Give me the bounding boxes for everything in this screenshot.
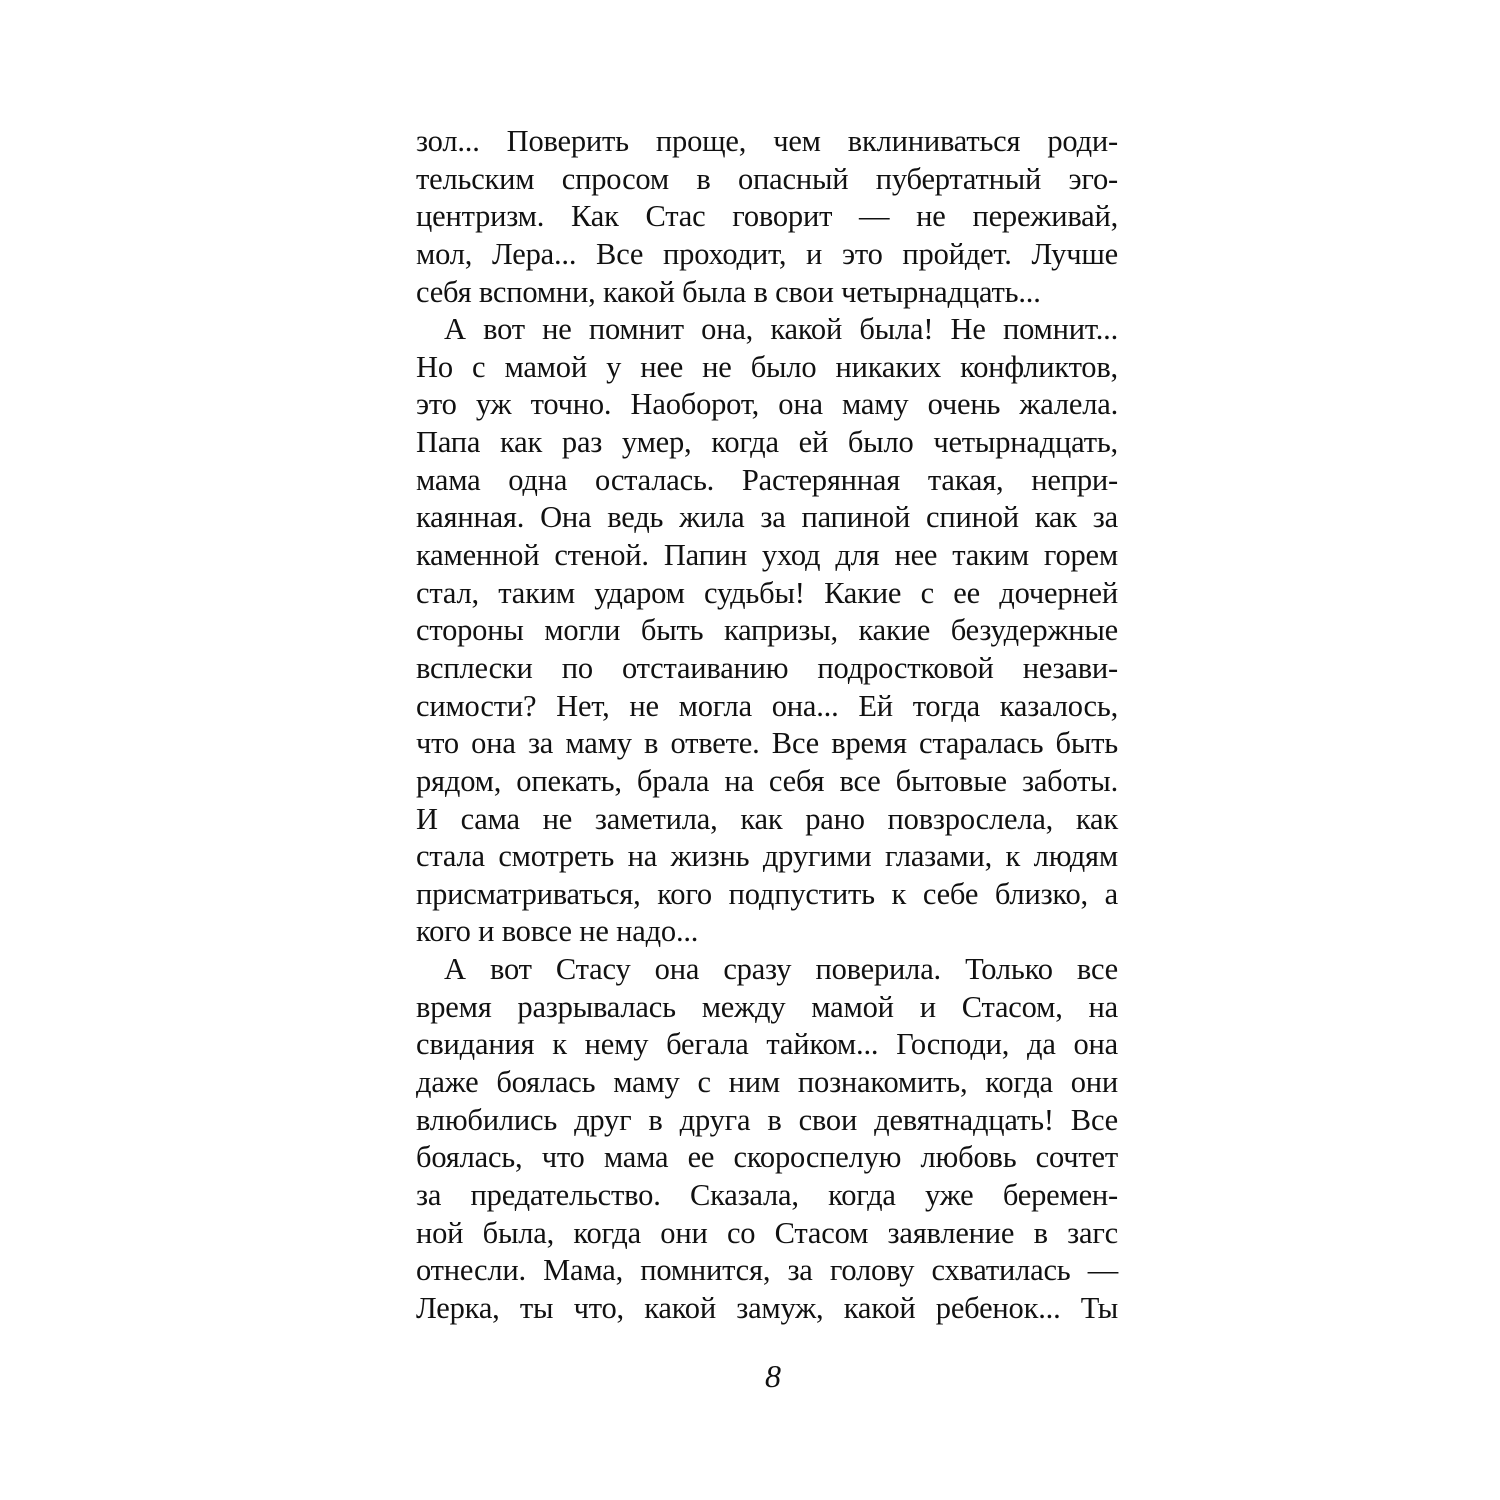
text-line: себя вспомни, какой была в свои четырнадцать... — [416, 274, 1041, 309]
text-line: даже боялась маму с ним познакомить, когда они — [416, 1065, 1118, 1100]
text-line: свидания к нему бегала тайком... Господи, да она — [416, 1027, 1118, 1062]
text-line: отнесли. Мама, помнится, за голову схватилась — — [416, 1253, 1118, 1288]
text-line: всплески по отстаиванию подростковой незави- — [416, 650, 1118, 685]
text-line: это уж точно. Наоборот, она маму очень жалела. — [416, 387, 1118, 422]
text-line: мол, Лера... Все проходит, и это пройдет. Лучше — [416, 236, 1118, 271]
text-line: время разрывалась между мамой и Стасом, на — [416, 989, 1118, 1024]
text-line: рядом, опекать, брала на себя все бытовые заботы. — [416, 763, 1118, 798]
text-line: Папа как раз умер, когда ей было четырнадцать, — [416, 425, 1118, 460]
text-line: стороны могли быть капризы, какие безудержные — [416, 613, 1118, 648]
text-line: А вот Стасу она сразу поверила. Только все — [444, 952, 1118, 987]
text-line: тельским спросом в опасный пубертатный эго- — [416, 161, 1118, 196]
text-line: каянная. Она ведь жила за папиной спиной как за — [416, 500, 1118, 535]
text-line: И сама не заметила, как рано повзрослела, как — [416, 801, 1118, 836]
text-line: стал, таким ударом судьбы! Какие с ее дочерней — [416, 575, 1118, 610]
text-line: за предательство. Сказала, когда уже беремен- — [416, 1177, 1118, 1212]
book-page-text — [416, 123, 1118, 1328]
text-line: влюбились друг в друга в свои девятнадцать! Все — [416, 1102, 1118, 1137]
text-line: присматриваться, кого подпустить к себе близко, а — [416, 876, 1118, 911]
text-line: зол... Поверить проще, чем вклиниваться роди- — [416, 124, 1118, 158]
text-line: центризм. Как Стас говорит — не переживай, — [416, 199, 1118, 234]
text-line: мама одна осталась. Растерянная такая, непри- — [416, 462, 1118, 497]
paragraph-1 — [416, 123, 1118, 311]
paragraph-2 — [416, 311, 1118, 951]
text-line: А вот не помнит она, какой была! Не помнит... — [444, 312, 1118, 347]
text-line: каменной стеной. Папин уход для нее таким горем — [416, 538, 1118, 573]
page-number: 8 — [765, 1358, 781, 1394]
text-line: симости? Нет, не могла она... Ей тогда казалось, — [416, 688, 1118, 723]
text-line: стала смотреть на жизнь другими глазами, к людям — [416, 839, 1118, 874]
text-line: Но с мамой у нее не было никаких конфликтов, — [416, 349, 1118, 384]
paragraph-3 — [416, 951, 1118, 1327]
text-line: что она за маму в ответе. Все время старалась быть — [416, 726, 1118, 761]
text-line: Лерка, ты что, какой замуж, какой ребенок... Ты — [416, 1290, 1118, 1325]
text-line: кого и вовсе не надо... — [416, 914, 699, 949]
text-line: боялась, что мама ее скороспелую любовь сочтет — [416, 1140, 1118, 1175]
text-line: ной была, когда они со Стасом заявление в загс — [416, 1215, 1118, 1250]
